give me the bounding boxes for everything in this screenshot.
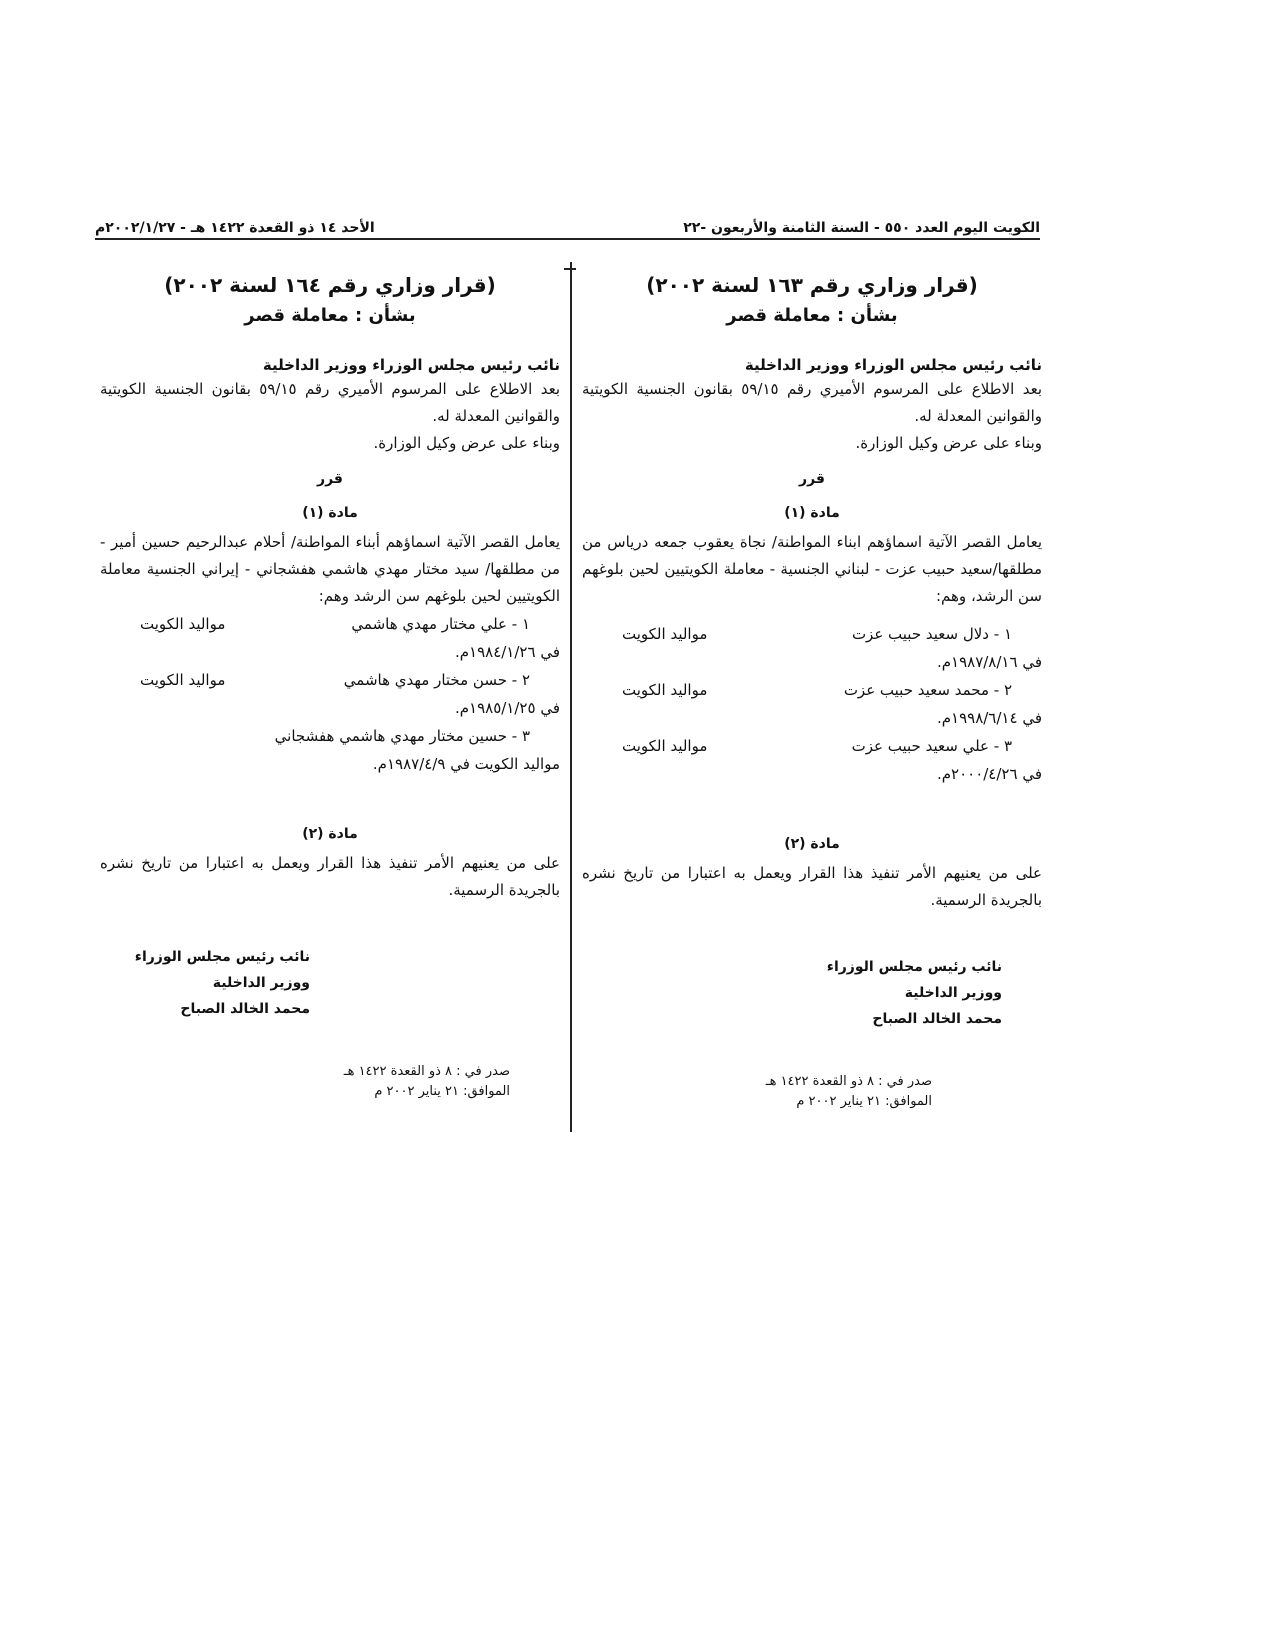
decree-163-authority: نائب رئيس مجلس الوزراء ووزير الداخلية bbox=[744, 356, 1042, 374]
list-item bbox=[100, 722, 560, 750]
decree-164-subject: بشأن : معاملة قصر bbox=[244, 305, 416, 326]
decree-164-article-2-title: مادة (٢) bbox=[302, 826, 358, 842]
item-name: ١ - دلال سعيد حبيب عزت bbox=[851, 625, 1012, 643]
item-name: ٢ - محمد سعيد حبيب عزت bbox=[843, 681, 1012, 699]
signature-line-2: ووزير الداخلية bbox=[212, 975, 310, 991]
decree-163-article-1-title: مادة (١) bbox=[784, 505, 840, 521]
item-date: في ١٩٨٤/١/٢٦م. bbox=[454, 643, 560, 661]
item-birthplace: مواليد الكويت bbox=[140, 671, 226, 689]
item-birthplace: مواليد الكويت bbox=[140, 615, 226, 633]
column-divider-tick bbox=[564, 268, 576, 270]
decree-163-signature bbox=[582, 954, 1042, 1032]
list-item bbox=[582, 676, 1042, 704]
signature-line-1: نائب رئيس مجلس الوزراء bbox=[134, 949, 310, 965]
decree-164-article-1-title: مادة (١) bbox=[302, 505, 358, 521]
decree-164-signature bbox=[100, 944, 560, 1022]
signature-line-1: نائب رئيس مجلس الوزراء bbox=[826, 959, 1002, 975]
item-date: في ١٩٩٨/٦/١٤م. bbox=[936, 709, 1042, 727]
decree-164-decided: قرر bbox=[317, 471, 343, 487]
decree-164-authority: نائب رئيس مجلس الوزراء ووزير الداخلية bbox=[262, 356, 560, 374]
header-issue-info: الكويت اليوم العدد ٥٥٠ - السنة الثامنة والأربعون -٢٢ bbox=[683, 220, 1040, 236]
decree-164-article-1-text: يعامل القصر الآتية اسماؤهم أبناء المواطنة/ أحلام عبدالرحيم حسين أمير - من مطلقها/ سيد مختار مهدي هاشمي هفشجاني - إيراني الجنسية معاملة الكويتيين لحين بلوغهم سن الرشد وهم: bbox=[100, 533, 560, 605]
issued-hijri: صدر في : ٨ ذو القعدة ١٤٢٢ هـ bbox=[343, 1064, 510, 1079]
item-name: ١ - علي مختار مهدي هاشمي bbox=[351, 615, 530, 633]
item-date: في ٢٠٠٠/٤/٢٦م. bbox=[936, 765, 1042, 783]
list-item bbox=[582, 732, 1042, 760]
decree-163-title: (قرار وزاري رقم ١٦٣ لسنة ٢٠٠٢) bbox=[646, 273, 978, 297]
column-divider bbox=[570, 262, 572, 1132]
decree-163-decided: قرر bbox=[799, 471, 825, 487]
item-date: في ١٩٨٥/١/٢٥م. bbox=[454, 699, 560, 717]
issued-hijri: صدر في : ٨ ذو القعدة ١٤٢٢ هـ bbox=[765, 1074, 932, 1089]
item-birthplace: مواليد الكويت bbox=[622, 681, 708, 699]
list-item bbox=[582, 620, 1042, 648]
decree-163-issued bbox=[582, 1072, 1042, 1112]
item-date: في ١٩٨٧/٨/١٦م. bbox=[936, 653, 1042, 671]
decree-163-preamble-1: بعد الاطلاع على المرسوم الأميري رقم ٥٩/١٥ بقانون الجنسية الكويتية والقوانين المعدلة له. bbox=[582, 380, 1042, 425]
issued-gregorian: الموافق: ٢١ يناير ٢٠٠٢ م bbox=[374, 1084, 510, 1099]
decree-163-preamble-2: وبناء على عرض وكيل الوزارة. bbox=[855, 434, 1042, 452]
signature-line-2: ووزير الداخلية bbox=[904, 985, 1002, 1001]
header-date: الأحد ١٤ ذو القعدة ١٤٢٢ هـ - ٢٠٠٢/١/٢٧م bbox=[95, 220, 375, 236]
decree-164-column bbox=[100, 270, 560, 1102]
decree-164-title: (قرار وزاري رقم ١٦٤ لسنة ٢٠٠٢) bbox=[164, 273, 496, 297]
signature-name: محمد الخالد الصباح bbox=[180, 1001, 310, 1017]
decree-164-preamble-2: وبناء على عرض وكيل الوزارة. bbox=[373, 434, 560, 452]
decree-163-article-2-text: على من يعنيهم الأمر تنفيذ هذا القرار ويعمل به اعتبارا من تاريخ نشره بالجريدة الرسمية. bbox=[582, 864, 1042, 909]
item-name: ٣ - حسين مختار مهدي هاشمي هفشجاني bbox=[274, 727, 530, 745]
header-rule bbox=[95, 238, 1040, 240]
decree-163-column bbox=[582, 270, 1042, 1112]
decree-164-preamble-1: بعد الاطلاع على المرسوم الأميري رقم ٥٩/١٥ بقانون الجنسية الكويتية والقوانين المعدلة له. bbox=[100, 380, 560, 425]
decree-163-subject: بشأن : معاملة قصر bbox=[726, 305, 898, 326]
item-date: مواليد الكويت في ١٩٨٧/٤/٩م. bbox=[372, 755, 560, 773]
list-item bbox=[100, 666, 560, 694]
list-item bbox=[100, 610, 560, 638]
decree-164-article-2-text: على من يعنيهم الأمر تنفيذ هذا القرار ويعمل به اعتبارا من تاريخ نشره بالجريدة الرسمية. bbox=[100, 854, 560, 899]
item-name: ٣ - علي سعيد حبيب عزت bbox=[851, 737, 1012, 755]
item-name: ٢ - حسن مختار مهدي هاشمي bbox=[343, 671, 530, 689]
item-birthplace: مواليد الكويت bbox=[622, 737, 708, 755]
decree-164-issued bbox=[100, 1062, 560, 1102]
item-birthplace: مواليد الكويت bbox=[622, 625, 708, 643]
decree-163-article-2-title: مادة (٢) bbox=[784, 836, 840, 852]
decree-163-article-1-text: يعامل القصر الآتية اسماؤهم ابناء المواطنة/ نجاة يعقوب جمعه دریاس من مطلقها/سعيد حبيب عزت - لبناني الجنسية - معاملة الكويتيين لحين بلوغهم سن الرشد، وهم: bbox=[582, 533, 1042, 605]
issued-gregorian: الموافق: ٢١ يناير ٢٠٠٢ م bbox=[796, 1094, 932, 1109]
signature-name: محمد الخالد الصباح bbox=[872, 1011, 1002, 1027]
